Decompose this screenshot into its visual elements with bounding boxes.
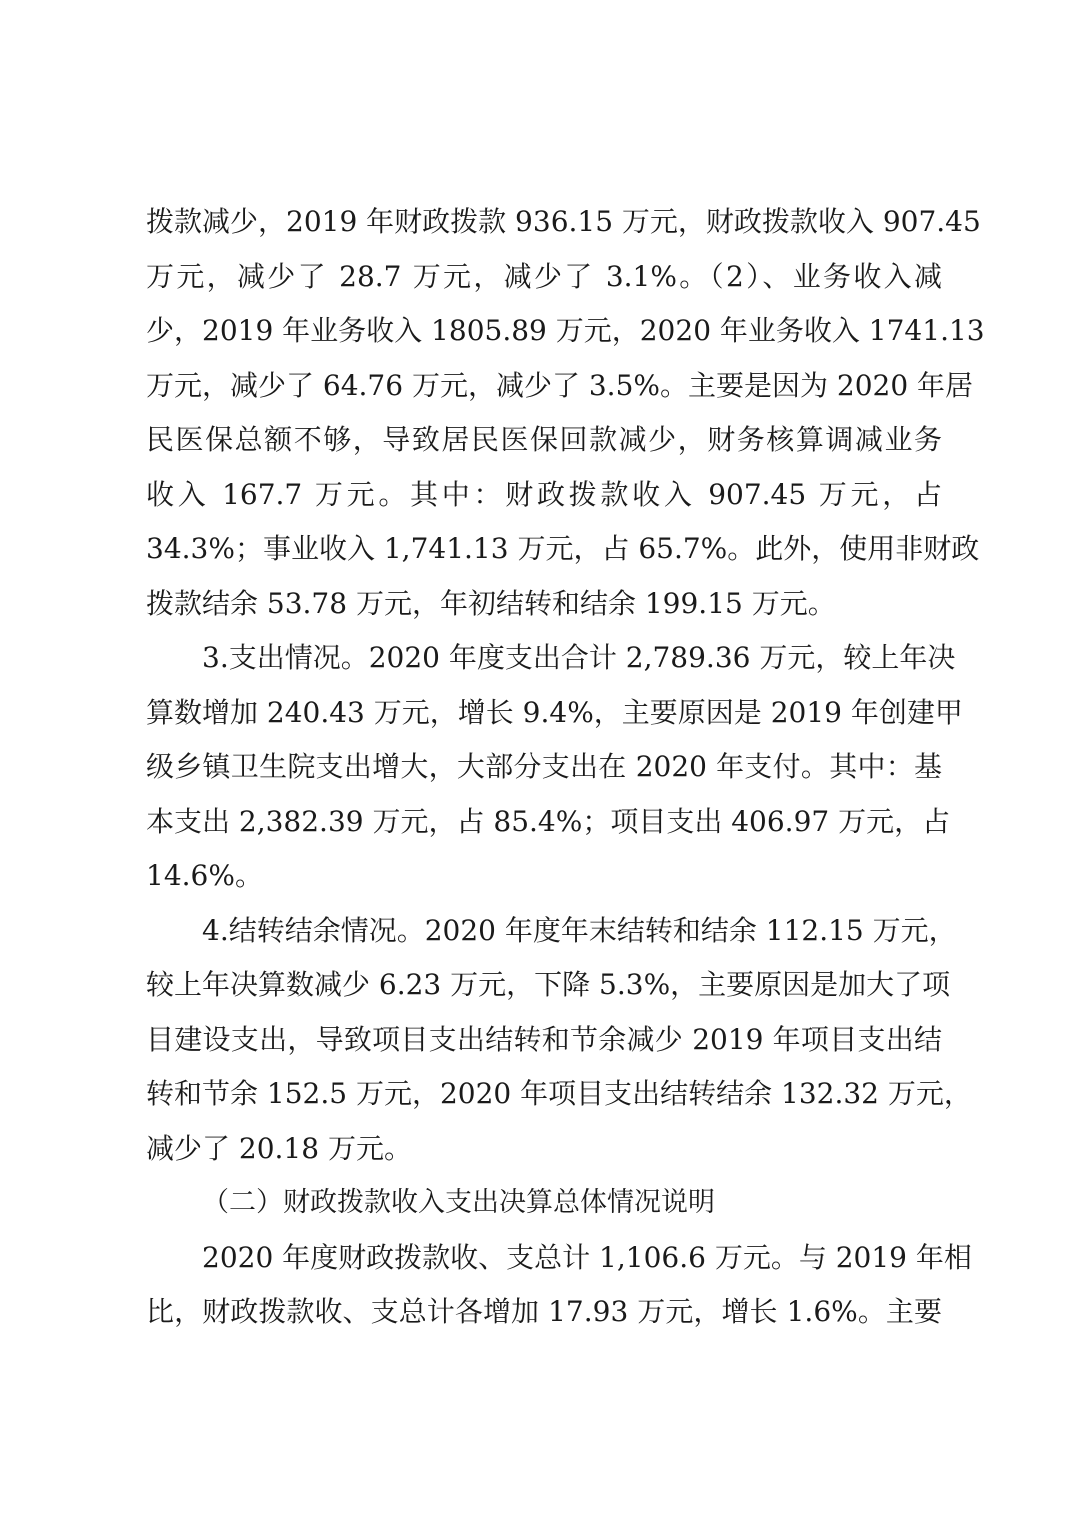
paragraph-line: 收入 167.7 万元。其中：财政拨款收入 907.45 万元，占 xyxy=(146,477,942,511)
paragraph-line: 2020 年度财政拨款收、支总计 1,106.6 万元。与 2019 年相 xyxy=(202,1240,972,1274)
paragraph-line: 民医保总额不够，导致居民医保回款减少，财务核算调减业务 xyxy=(146,423,942,456)
paragraph-line: 算数增加 240.43 万元，增长 9.4%，主要原因是 2019 年创建甲 xyxy=(146,695,963,729)
document-body xyxy=(146,195,985,1340)
section-heading: （二）财政拨款收入支出决算总体情况说明 xyxy=(202,1187,715,1218)
paragraph-line: 转和节余 152.5 万元，2020 年项目支出结转结余 132.32 万元， xyxy=(146,1077,972,1110)
carryover-section-line: 4.结转结余情况。2020 年度年末结转和结余 112.15 万元， xyxy=(202,913,957,947)
paragraph-line: 本支出 2,382.39 万元，占 85.4%；项目支出 406.97 万元，占 xyxy=(146,804,951,838)
paragraph-line: 14.6%。 xyxy=(146,859,263,892)
paragraph-line: 万元，减少了 64.76 万元，减少了 3.5%。主要是因为 2020 年居 xyxy=(146,368,974,402)
paragraph-line: 拨款减少，2019 年财政拨款 936.15 万元，财政拨款收入 907.45 xyxy=(146,205,981,238)
paragraph-line: 比，财政拨款收、支总计各增加 17.93 万元，增长 1.6%。主要 xyxy=(146,1295,942,1328)
paragraph-line: 少，2019 年业务收入 1805.89 万元，2020 年业务收入 1741.13 xyxy=(146,314,985,347)
paragraph-line: 拨款结余 53.78 万元，年初结转和结余 199.15 万元。 xyxy=(146,586,836,620)
paragraph-line: 级乡镇卫生院支出增大，大部分支出在 2020 年支付。其中：基 xyxy=(146,750,942,783)
paragraph-line: 目建设支出，导致项目支出结转和节余减少 2019 年项目支出结 xyxy=(146,1022,942,1056)
paragraph-line: 较上年决算数减少 6.23 万元，下降 5.3%，主要原因是加大了项 xyxy=(146,968,951,1001)
expenditure-section-line: 3.支出情况。2020 年度支出合计 2,789.36 万元，较上年决 xyxy=(202,641,956,674)
paragraph-line: 减少了 20.18 万元。 xyxy=(146,1131,412,1165)
paragraph-line: 万元，减少了 28.7 万元，减少了 3.1%。（2）、业务收入减 xyxy=(146,259,942,293)
paragraph-line: 34.3%；事业收入 1,741.13 万元，占 65.7%。此外，使用非财政 xyxy=(146,532,980,565)
